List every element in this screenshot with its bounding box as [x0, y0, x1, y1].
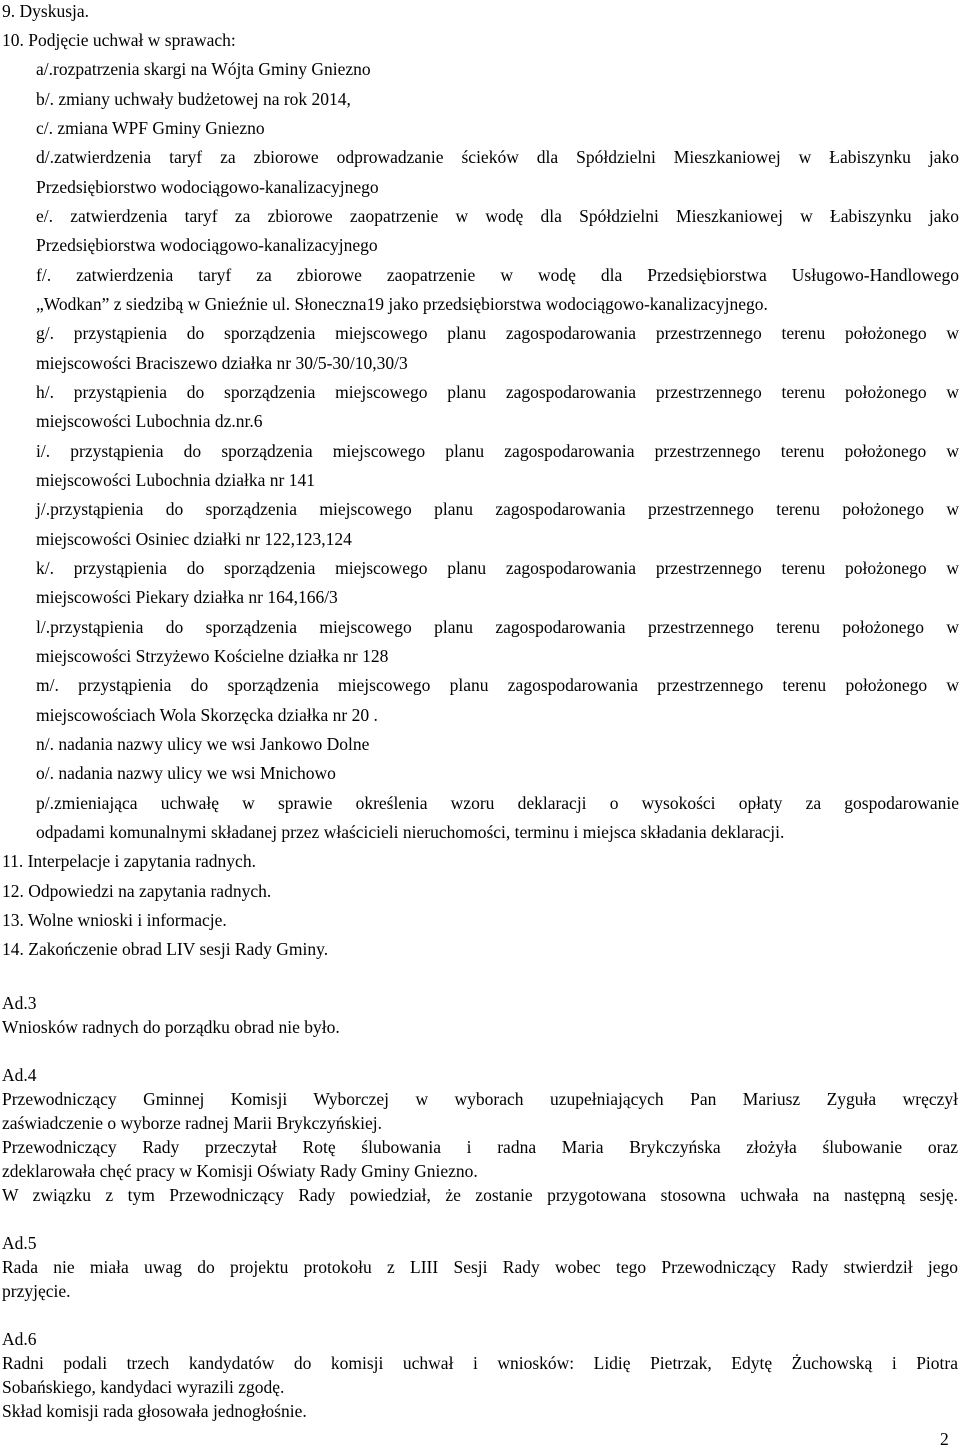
agenda-sub-b: b/. zmiany uchwały budżetowej na rok 2014,: [36, 89, 351, 109]
agenda-sub-d-line2: Przedsiębiorstwo wodociągowo-kanalizacyjnego: [36, 177, 379, 197]
agenda-sub-j-line1: j/.przystąpienia do sporządzenia miejscowego planu zagospodarowania przestrzennego terenu położonego w: [36, 499, 959, 519]
agenda-sub-k-line2: miejscowości Piekary działka nr 164,166/3: [36, 587, 338, 607]
agenda-sub-g-line1: g/. przystąpienia do sporządzenia miejscowego planu zagospodarowania przestrzennego terenu położonego w: [36, 323, 959, 343]
agenda-sub-h-line2: miejscowości Lubochnia dz.nr.6: [36, 411, 263, 431]
agenda-sub-l-line2: miejscowości Strzyżewo Kościelne działka nr 128: [36, 646, 389, 666]
agenda-sub-a: a/.rozpatrzenia skargi na Wójta Gminy Gniezno: [36, 59, 371, 79]
ad4-text-line5: W związku z tym Przewodniczący Rady powiedział, że zostanie przygotowana stosowna uchwała na następną sesję.: [2, 1185, 958, 1205]
agenda-sub-h-line1: h/. przystąpienia do sporządzenia miejscowego planu zagospodarowania przestrzennego terenu położonego w: [36, 382, 959, 402]
ad4-text-line2: zaświadczenie o wyborze radnej Marii Brykczyńskiej.: [2, 1113, 382, 1133]
agenda-sub-k-line1: k/. przystąpienia do sporządzenia miejscowego planu zagospodarowania przestrzennego terenu położonego w: [36, 558, 959, 578]
ad6-text-line3: Skład komisji rada głosowała jednogłośnie.: [2, 1401, 307, 1421]
agenda-sub-i-line1: i/. przystąpienia do sporządzenia miejscowego planu zagospodarowania przestrzennego terenu położonego w: [36, 441, 959, 461]
agenda-sub-g-line2: miejscowości Braciszewo działka nr 30/5-30/10,30/3: [36, 353, 408, 373]
agenda-item-12: 12. Odpowiedzi na zapytania radnych.: [2, 881, 272, 901]
ad6-heading: Ad.6: [2, 1329, 37, 1349]
ad3-text: Wniosków radnych do porządku obrad nie było.: [2, 1017, 340, 1037]
agenda-sub-f-line2: „Wodkan” z siedzibą w Gnieźnie ul. Słoneczna19 jako przedsiębiorstwa wodociągowo-kanalizacyjnego.: [36, 294, 768, 314]
agenda-item-11: 11. Interpelacje i zapytania radnych.: [2, 851, 256, 871]
agenda-sub-p-line1: p/.zmieniająca uchwałę w sprawie określenia wzoru deklaracji o wysokości opłaty za gospodarowanie: [36, 793, 959, 813]
agenda-sub-e-line2: Przedsiębiorstwa wodociągowo-kanalizacyjnego: [36, 235, 378, 255]
agenda-sub-n: n/. nadania nazwy ulicy we wsi Jankowo Dolne: [36, 734, 370, 754]
agenda-sub-l-line1: l/.przystąpienia do sporządzenia miejscowego planu zagospodarowania przestrzennego terenu położonego w: [36, 617, 959, 637]
agenda-sub-m-line2: miejscowościach Wola Skorzęcka działka nr 20 .: [36, 705, 378, 725]
agenda-sub-d-line1: d/.zatwierdzenia taryf za zbiorowe odprowadzanie ścieków dla Spółdzielni Mieszkaniowej w Łabiszynku jako: [36, 147, 959, 167]
ad4-heading: Ad.4: [2, 1065, 37, 1085]
ad3-heading: Ad.3: [2, 993, 37, 1013]
ad6-text-line2: Sobańskiego, kandydaci wyrazili zgodę.: [2, 1377, 285, 1397]
ad5-heading: Ad.5: [2, 1233, 37, 1253]
ad4-text-line4: zdeklarowała chęć pracy w Komisji Oświaty Rady Gminy Gniezno.: [2, 1161, 478, 1181]
agenda-sub-j-line2: miejscowości Osiniec działki nr 122,123,124: [36, 529, 352, 549]
agenda-sub-e-line1: e/. zatwierdzenia taryf za zbiorowe zaopatrzenie w wodę dla Spółdzielni Mieszkaniowej w Łabiszynku jako: [36, 206, 959, 226]
ad4-text-line3: Przewodniczący Rady przeczytał Rotę ślubowania i radna Maria Brykczyńska złożyła ślubowanie oraz: [2, 1137, 958, 1157]
agenda-item-10: 10. Podjęcie uchwał w sprawach:: [2, 30, 236, 50]
agenda-item-9: 9. Dyskusja.: [2, 1, 90, 21]
agenda-sub-m-line1: m/. przystąpienia do sporządzenia miejscowego planu zagospodarowania przestrzennego terenu położonego w: [36, 675, 959, 695]
ad4-text-line1: Przewodniczący Gminnej Komisji Wyborczej w wyborach uzupełniających Pan Mariusz Zyguła wręczył: [2, 1089, 958, 1109]
ad5-text-line2: przyjęcie.: [2, 1281, 71, 1301]
ad5-text-line1: Rada nie miała uwag do projektu protokołu z LIII Sesji Rady wobec tego Przewodniczący Rady stwierdził jego: [2, 1257, 958, 1277]
agenda-sub-p-line2: odpadami komunalnymi składanej przez właścicieli nieruchomości, terminu i miejsca składania deklaracji.: [36, 822, 785, 842]
agenda-sub-o: o/. nadania nazwy ulicy we wsi Mnichowo: [36, 763, 336, 783]
ad6-text-line1: Radni podali trzech kandydatów do komisji uchwał i wniosków: Lidię Pietrzak, Edytę Żuchowską i Piotra: [2, 1353, 958, 1373]
agenda-item-14: 14. Zakończenie obrad LIV sesji Rady Gminy.: [2, 939, 329, 959]
agenda-sub-i-line2: miejscowości Lubochnia działka nr 141: [36, 470, 315, 490]
page-number: 2: [940, 1429, 949, 1449]
agenda-sub-f-line1: f/. zatwierdzenia taryf za zbiorowe zaopatrzenie w wodę dla Przedsiębiorstwa Usługowo-Handlowego: [36, 265, 959, 285]
agenda-item-13: 13. Wolne wnioski i informacje.: [2, 910, 227, 930]
agenda-sub-c: c/. zmiana WPF Gminy Gniezno: [36, 118, 265, 138]
